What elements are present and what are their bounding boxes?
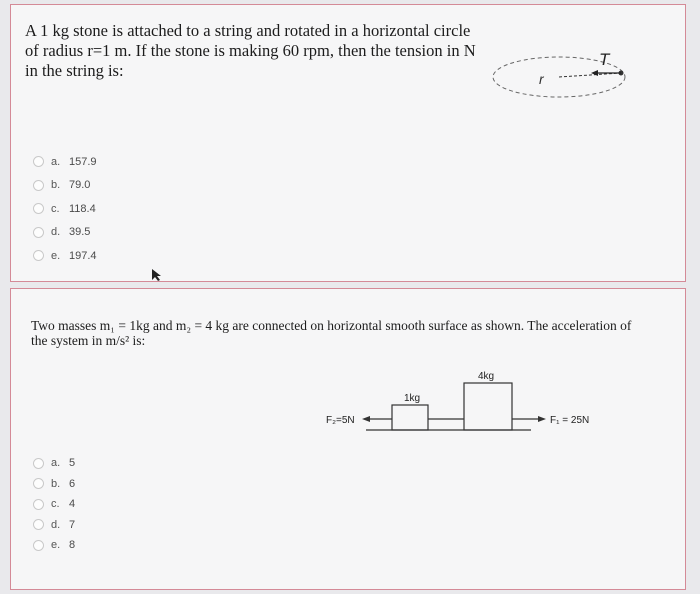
radio-button[interactable] <box>33 478 44 489</box>
option-letter: e. <box>51 539 61 552</box>
option-value: 39.5 <box>69 226 91 239</box>
option-a[interactable] <box>33 150 97 174</box>
option-letter: c. <box>51 498 60 511</box>
option-value: 8 <box>69 539 76 552</box>
radio-button[interactable] <box>33 458 44 469</box>
radius-label: r <box>539 71 544 87</box>
option-d[interactable] <box>33 515 75 536</box>
block-4kg <box>464 383 512 430</box>
radio-button[interactable] <box>33 499 44 510</box>
masses-diagram <box>316 357 616 437</box>
force-left-label: F₂=5N <box>326 415 355 426</box>
option-e[interactable] <box>33 244 97 268</box>
option-value: 118.4 <box>69 202 96 215</box>
mass-large-label: 4kg <box>478 371 495 382</box>
option-value: 6 <box>69 477 76 490</box>
circle-diagram <box>487 39 637 109</box>
option-value: 79.0 <box>69 179 91 192</box>
option-b[interactable] <box>33 174 97 198</box>
radio-button[interactable] <box>33 203 44 214</box>
option-letter: a. <box>51 155 61 168</box>
block-1kg <box>392 405 428 430</box>
option-letter: a. <box>51 457 61 470</box>
question-text: A 1 kg stone is attached to a string and rotated in a horizontal circle of radius r=1 m. If the stone is making 60 rpm, then the tension in N in the string is: <box>25 21 476 80</box>
option-value: 7 <box>69 518 76 531</box>
option-d[interactable] <box>33 221 97 245</box>
option-a[interactable] <box>33 453 75 474</box>
options-list <box>33 150 97 268</box>
options-list <box>33 453 75 556</box>
option-value: 157.9 <box>69 155 97 168</box>
option-e[interactable] <box>33 535 75 556</box>
force-right-label: F₁ = 25N <box>550 415 590 426</box>
option-value: 5 <box>69 457 76 470</box>
question-card-1 <box>10 4 686 282</box>
radio-button[interactable] <box>33 540 44 551</box>
option-letter: b. <box>51 179 61 192</box>
radio-button[interactable] <box>33 227 44 238</box>
mass-small-label: 1kg <box>404 393 421 404</box>
option-c[interactable] <box>33 197 97 221</box>
mouse-cursor-icon <box>151 268 163 282</box>
tension-label: T <box>599 50 610 69</box>
radio-button[interactable] <box>33 519 44 530</box>
option-value: 4 <box>69 498 76 511</box>
option-b[interactable] <box>33 474 75 495</box>
radio-button[interactable] <box>33 156 44 167</box>
option-letter: b. <box>51 477 61 490</box>
option-c[interactable] <box>33 494 75 515</box>
option-letter: c. <box>51 202 60 215</box>
question-card-2 <box>10 288 686 590</box>
option-letter: d. <box>51 226 61 239</box>
force-right-arrow <box>538 416 546 422</box>
radio-button[interactable] <box>33 250 44 261</box>
option-letter: d. <box>51 518 61 531</box>
option-value: 197.4 <box>69 249 97 262</box>
option-letter: e. <box>51 249 61 262</box>
question-text: Two masses m₁ = 1kg and m₂ = 4 kg are connected on horizontal smooth surface as shown. The acceleration of the system in m/s² is: <box>31 318 632 348</box>
radio-button[interactable] <box>33 180 44 191</box>
force-left-arrow <box>362 416 370 422</box>
